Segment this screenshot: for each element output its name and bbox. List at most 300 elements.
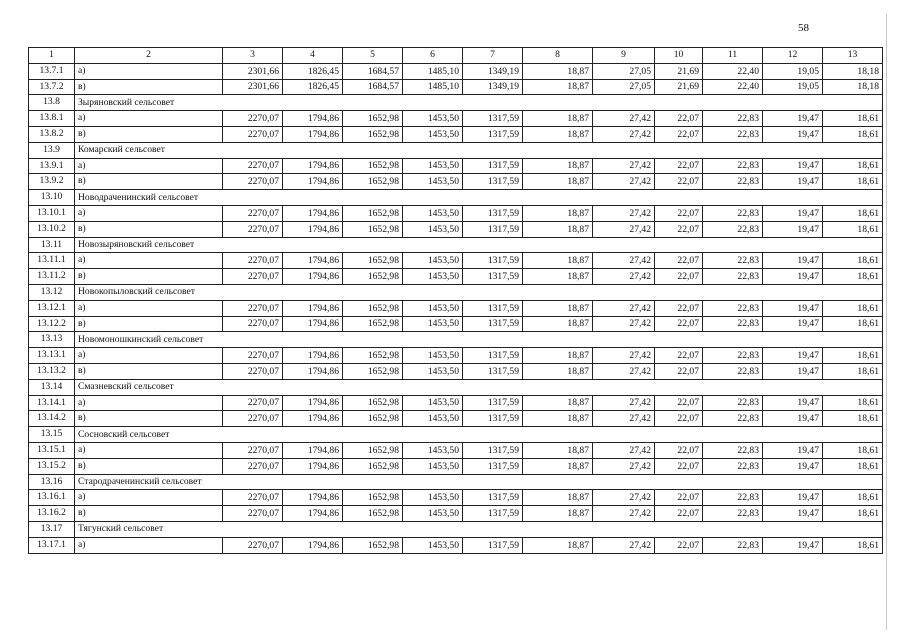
value-cell: 22,83 (703, 490, 763, 506)
header-cell: 4 (283, 48, 343, 64)
row-code: 13.12.1 (29, 300, 75, 316)
value-cell: 2270,07 (223, 126, 283, 142)
value-cell: 19,47 (763, 363, 823, 379)
value-cell: 1317,59 (463, 395, 523, 411)
row-code: 13.8 (29, 95, 75, 111)
value-cell: 18,87 (523, 111, 593, 127)
section-row (29, 427, 883, 443)
value-cell: 1317,59 (463, 490, 523, 506)
header-cell: 1 (29, 48, 75, 64)
section-name: Новомоношкинский сельсовет (75, 332, 883, 348)
value-cell: 18,87 (523, 458, 593, 474)
value-cell: 1317,59 (463, 158, 523, 174)
value-cell: 22,83 (703, 126, 763, 142)
value-cell: 1317,59 (463, 253, 523, 269)
value-cell: 1453,50 (403, 174, 463, 190)
value-cell: 1652,98 (343, 111, 403, 127)
header-cell: 11 (703, 48, 763, 64)
value-cell: 1652,98 (343, 174, 403, 190)
row-code: 13.14.2 (29, 411, 75, 427)
value-cell: 27,42 (593, 348, 655, 364)
value-cell: 1794,86 (283, 300, 343, 316)
value-cell: 22,83 (703, 205, 763, 221)
value-cell: 18,87 (523, 395, 593, 411)
section-name: Зыряновский сельсовет (75, 95, 883, 111)
value-cell: 22,07 (655, 111, 703, 127)
value-cell: 1794,86 (283, 253, 343, 269)
value-cell: 18,61 (823, 490, 883, 506)
value-cell: 27,42 (593, 300, 655, 316)
value-cell: 22,07 (655, 411, 703, 427)
value-cell: 22,07 (655, 458, 703, 474)
value-cell: 19,47 (763, 537, 823, 553)
value-cell: 1652,98 (343, 506, 403, 522)
section-row (29, 142, 883, 158)
row-letter: а) (75, 537, 223, 553)
row-letter: в) (75, 174, 223, 190)
value-cell: 27,42 (593, 174, 655, 190)
value-cell: 1794,86 (283, 411, 343, 427)
value-cell: 19,47 (763, 205, 823, 221)
value-cell: 1652,98 (343, 537, 403, 553)
value-cell: 27,42 (593, 269, 655, 285)
value-cell: 18,61 (823, 458, 883, 474)
value-cell: 22,07 (655, 490, 703, 506)
row-code: 13.10.1 (29, 205, 75, 221)
value-cell: 1317,59 (463, 269, 523, 285)
value-cell: 1317,59 (463, 316, 523, 332)
table-row (29, 158, 883, 174)
value-cell: 27,42 (593, 205, 655, 221)
value-cell: 22,07 (655, 158, 703, 174)
value-cell: 19,47 (763, 269, 823, 285)
header-cell: 7 (463, 48, 523, 64)
row-code: 13.7.1 (29, 63, 75, 79)
value-cell: 18,87 (523, 63, 593, 79)
section-name: Смазневский сельсовет (75, 379, 883, 395)
value-cell: 1794,86 (283, 174, 343, 190)
value-cell: 1453,50 (403, 490, 463, 506)
value-cell: 1652,98 (343, 253, 403, 269)
value-cell: 27,05 (593, 63, 655, 79)
value-cell: 22,83 (703, 537, 763, 553)
value-cell: 19,47 (763, 253, 823, 269)
value-cell: 18,61 (823, 158, 883, 174)
value-cell: 1317,59 (463, 111, 523, 127)
value-cell: 22,83 (703, 269, 763, 285)
row-letter: а) (75, 442, 223, 458)
value-cell: 27,42 (593, 537, 655, 553)
value-cell: 18,87 (523, 205, 593, 221)
table-row (29, 395, 883, 411)
table-row (29, 458, 883, 474)
value-cell: 22,07 (655, 126, 703, 142)
row-letter: а) (75, 395, 223, 411)
section-row (29, 237, 883, 253)
value-cell: 1453,50 (403, 395, 463, 411)
value-cell: 1826,45 (283, 79, 343, 95)
value-cell: 19,47 (763, 300, 823, 316)
section-name: Тягунский сельсовет (75, 521, 883, 537)
value-cell: 1453,50 (403, 348, 463, 364)
value-cell: 18,87 (523, 126, 593, 142)
table-row (29, 506, 883, 522)
value-cell: 1794,86 (283, 395, 343, 411)
value-cell: 1453,50 (403, 458, 463, 474)
value-cell: 2270,07 (223, 458, 283, 474)
value-cell: 1652,98 (343, 221, 403, 237)
row-letter: в) (75, 79, 223, 95)
value-cell: 1652,98 (343, 411, 403, 427)
row-letter: в) (75, 411, 223, 427)
value-cell: 19,47 (763, 111, 823, 127)
table-row (29, 126, 883, 142)
value-cell: 22,40 (703, 63, 763, 79)
value-cell: 19,05 (763, 79, 823, 95)
value-cell: 1794,86 (283, 158, 343, 174)
section-row (29, 521, 883, 537)
value-cell: 1485,10 (403, 79, 463, 95)
table-row (29, 63, 883, 79)
value-cell: 22,07 (655, 316, 703, 332)
value-cell: 1794,86 (283, 126, 343, 142)
value-cell: 1453,50 (403, 205, 463, 221)
value-cell: 19,47 (763, 411, 823, 427)
table-row (29, 300, 883, 316)
page-number: 58 (798, 22, 809, 34)
header-cell: 3 (223, 48, 283, 64)
value-cell: 27,42 (593, 111, 655, 127)
value-cell: 18,61 (823, 411, 883, 427)
value-cell: 18,87 (523, 442, 593, 458)
row-code: 13.13.2 (29, 363, 75, 379)
header-cell: 13 (823, 48, 883, 64)
value-cell: 1684,57 (343, 79, 403, 95)
row-letter: а) (75, 111, 223, 127)
value-cell: 2270,07 (223, 506, 283, 522)
row-letter: в) (75, 316, 223, 332)
value-cell: 22,07 (655, 537, 703, 553)
value-cell: 19,47 (763, 174, 823, 190)
row-code: 13.11.1 (29, 253, 75, 269)
value-cell: 1794,86 (283, 205, 343, 221)
table-row (29, 174, 883, 190)
value-cell: 1453,50 (403, 126, 463, 142)
table-row (29, 269, 883, 285)
value-cell: 1794,86 (283, 537, 343, 553)
value-cell: 19,05 (763, 63, 823, 79)
value-cell: 1652,98 (343, 458, 403, 474)
table-row (29, 253, 883, 269)
table-body (29, 63, 883, 553)
value-cell: 1794,86 (283, 363, 343, 379)
row-code: 13.16 (29, 474, 75, 490)
value-cell: 18,87 (523, 490, 593, 506)
value-cell: 22,83 (703, 442, 763, 458)
value-cell: 1317,59 (463, 506, 523, 522)
row-code: 13.16.1 (29, 490, 75, 506)
value-cell: 1349,19 (463, 63, 523, 79)
table-row (29, 363, 883, 379)
value-cell: 1317,59 (463, 126, 523, 142)
value-cell: 22,83 (703, 458, 763, 474)
value-cell: 27,42 (593, 395, 655, 411)
section-name: Сосновский сельсовет (75, 427, 883, 443)
table-row (29, 221, 883, 237)
value-cell: 22,83 (703, 316, 763, 332)
row-letter: в) (75, 363, 223, 379)
value-cell: 2270,07 (223, 221, 283, 237)
value-cell: 22,07 (655, 348, 703, 364)
header-cell: 9 (593, 48, 655, 64)
value-cell: 27,42 (593, 458, 655, 474)
value-cell: 2270,07 (223, 253, 283, 269)
value-cell: 27,42 (593, 363, 655, 379)
value-cell: 1794,86 (283, 348, 343, 364)
value-cell: 18,87 (523, 269, 593, 285)
value-cell: 2270,07 (223, 442, 283, 458)
row-letter: а) (75, 300, 223, 316)
value-cell: 18,87 (523, 316, 593, 332)
section-name: Новозыряновский сельсовет (75, 237, 883, 253)
value-cell: 27,42 (593, 221, 655, 237)
value-cell: 18,87 (523, 506, 593, 522)
value-cell: 22,83 (703, 253, 763, 269)
table-row (29, 316, 883, 332)
table-row (29, 111, 883, 127)
value-cell: 22,83 (703, 158, 763, 174)
value-cell: 1453,50 (403, 269, 463, 285)
row-code: 13.13 (29, 332, 75, 348)
value-cell: 1485,10 (403, 63, 463, 79)
value-cell: 2270,07 (223, 316, 283, 332)
row-letter: в) (75, 221, 223, 237)
row-code: 13.15.2 (29, 458, 75, 474)
value-cell: 1794,86 (283, 442, 343, 458)
row-code: 13.13.1 (29, 348, 75, 364)
value-cell: 19,47 (763, 395, 823, 411)
value-cell: 1317,59 (463, 348, 523, 364)
value-cell: 22,07 (655, 269, 703, 285)
value-cell: 1794,86 (283, 458, 343, 474)
value-cell: 1652,98 (343, 205, 403, 221)
row-letter: а) (75, 490, 223, 506)
value-cell: 21,69 (655, 63, 703, 79)
row-code: 13.14 (29, 379, 75, 395)
value-cell: 18,87 (523, 411, 593, 427)
row-code: 13.9 (29, 142, 75, 158)
value-cell: 1652,98 (343, 363, 403, 379)
row-code: 13.9.2 (29, 174, 75, 190)
value-cell: 22,07 (655, 205, 703, 221)
value-cell: 27,42 (593, 506, 655, 522)
value-cell: 18,87 (523, 537, 593, 553)
value-cell: 22,40 (703, 79, 763, 95)
section-row (29, 379, 883, 395)
value-cell: 1453,50 (403, 300, 463, 316)
value-cell: 1453,50 (403, 221, 463, 237)
row-letter: а) (75, 205, 223, 221)
value-cell: 21,69 (655, 79, 703, 95)
value-cell: 27,05 (593, 79, 655, 95)
table-row (29, 442, 883, 458)
row-code: 13.7.2 (29, 79, 75, 95)
value-cell: 22,07 (655, 221, 703, 237)
row-code: 13.10 (29, 190, 75, 206)
value-cell: 19,47 (763, 458, 823, 474)
section-row (29, 95, 883, 111)
row-code: 13.11.2 (29, 269, 75, 285)
value-cell: 1453,50 (403, 363, 463, 379)
table-row (29, 411, 883, 427)
value-cell: 18,61 (823, 537, 883, 553)
value-cell: 2270,07 (223, 269, 283, 285)
value-cell: 18,61 (823, 111, 883, 127)
row-letter: а) (75, 63, 223, 79)
header-cell: 2 (75, 48, 223, 64)
row-letter: в) (75, 126, 223, 142)
row-code: 13.17 (29, 521, 75, 537)
row-code: 13.17.1 (29, 537, 75, 553)
section-row (29, 332, 883, 348)
value-cell: 2270,07 (223, 348, 283, 364)
value-cell: 18,61 (823, 316, 883, 332)
value-cell: 2301,66 (223, 79, 283, 95)
value-cell: 18,87 (523, 348, 593, 364)
row-code: 13.10.2 (29, 221, 75, 237)
value-cell: 1349,19 (463, 79, 523, 95)
value-cell: 1453,50 (403, 442, 463, 458)
table-header-row (29, 48, 883, 64)
value-cell: 18,61 (823, 205, 883, 221)
value-cell: 2270,07 (223, 111, 283, 127)
value-cell: 1453,50 (403, 158, 463, 174)
value-cell: 1794,86 (283, 269, 343, 285)
value-cell: 1317,59 (463, 363, 523, 379)
value-cell: 1652,98 (343, 490, 403, 506)
value-cell: 1317,59 (463, 458, 523, 474)
value-cell: 22,83 (703, 221, 763, 237)
value-cell: 1317,59 (463, 174, 523, 190)
value-cell: 27,42 (593, 490, 655, 506)
value-cell: 18,61 (823, 442, 883, 458)
value-cell: 1453,50 (403, 111, 463, 127)
value-cell: 2270,07 (223, 363, 283, 379)
value-cell: 19,47 (763, 490, 823, 506)
value-cell: 18,18 (823, 63, 883, 79)
row-code: 13.15.1 (29, 442, 75, 458)
value-cell: 2270,07 (223, 205, 283, 221)
value-cell: 1652,98 (343, 300, 403, 316)
value-cell: 18,61 (823, 221, 883, 237)
value-cell: 22,83 (703, 411, 763, 427)
row-code: 13.8.2 (29, 126, 75, 142)
value-cell: 27,42 (593, 316, 655, 332)
row-letter: а) (75, 253, 223, 269)
value-cell: 1453,50 (403, 537, 463, 553)
value-cell: 18,87 (523, 79, 593, 95)
value-cell: 19,47 (763, 506, 823, 522)
value-cell: 22,83 (703, 363, 763, 379)
value-cell: 1826,45 (283, 63, 343, 79)
value-cell: 18,61 (823, 348, 883, 364)
value-cell: 2270,07 (223, 158, 283, 174)
row-code: 13.15 (29, 427, 75, 443)
value-cell: 27,42 (593, 158, 655, 174)
value-cell: 18,87 (523, 253, 593, 269)
row-code: 13.16.2 (29, 506, 75, 522)
value-cell: 1652,98 (343, 158, 403, 174)
row-code: 13.12.2 (29, 316, 75, 332)
value-cell: 27,42 (593, 126, 655, 142)
section-row (29, 190, 883, 206)
value-cell: 1652,98 (343, 348, 403, 364)
value-cell: 1453,50 (403, 316, 463, 332)
section-name: Стародраченинский сельсовет (75, 474, 883, 490)
value-cell: 1317,59 (463, 537, 523, 553)
value-cell: 2301,66 (223, 63, 283, 79)
value-cell: 1794,86 (283, 221, 343, 237)
value-cell: 22,83 (703, 506, 763, 522)
value-cell: 1652,98 (343, 126, 403, 142)
value-cell: 18,61 (823, 363, 883, 379)
value-cell: 1317,59 (463, 442, 523, 458)
value-cell: 18,87 (523, 174, 593, 190)
value-cell: 2270,07 (223, 411, 283, 427)
header-cell: 8 (523, 48, 593, 64)
table-row (29, 537, 883, 553)
row-code: 13.9.1 (29, 158, 75, 174)
value-cell: 22,07 (655, 363, 703, 379)
value-cell: 18,61 (823, 174, 883, 190)
table-row (29, 79, 883, 95)
row-code: 13.12 (29, 284, 75, 300)
row-code: 13.14.1 (29, 395, 75, 411)
value-cell: 19,47 (763, 316, 823, 332)
table-row (29, 490, 883, 506)
value-cell: 1794,86 (283, 111, 343, 127)
row-letter: в) (75, 506, 223, 522)
row-letter: а) (75, 158, 223, 174)
row-letter: в) (75, 269, 223, 285)
value-cell: 1794,86 (283, 490, 343, 506)
value-cell: 22,07 (655, 300, 703, 316)
row-letter: а) (75, 348, 223, 364)
value-cell: 18,87 (523, 300, 593, 316)
header-cell: 6 (403, 48, 463, 64)
value-cell: 1317,59 (463, 221, 523, 237)
header-cell: 5 (343, 48, 403, 64)
value-cell: 19,47 (763, 348, 823, 364)
table-row (29, 205, 883, 221)
section-name: Комарский сельсовет (75, 142, 883, 158)
value-cell: 2270,07 (223, 537, 283, 553)
value-cell: 1652,98 (343, 395, 403, 411)
value-cell: 1317,59 (463, 300, 523, 316)
section-row (29, 474, 883, 490)
value-cell: 1453,50 (403, 253, 463, 269)
value-cell: 1652,98 (343, 442, 403, 458)
value-cell: 1794,86 (283, 506, 343, 522)
value-cell: 18,61 (823, 300, 883, 316)
value-cell: 18,61 (823, 269, 883, 285)
page-edge-line (886, 14, 887, 630)
value-cell: 27,42 (593, 442, 655, 458)
tariff-table (28, 47, 883, 554)
value-cell: 22,83 (703, 300, 763, 316)
value-cell: 1684,57 (343, 63, 403, 79)
value-cell: 22,07 (655, 253, 703, 269)
